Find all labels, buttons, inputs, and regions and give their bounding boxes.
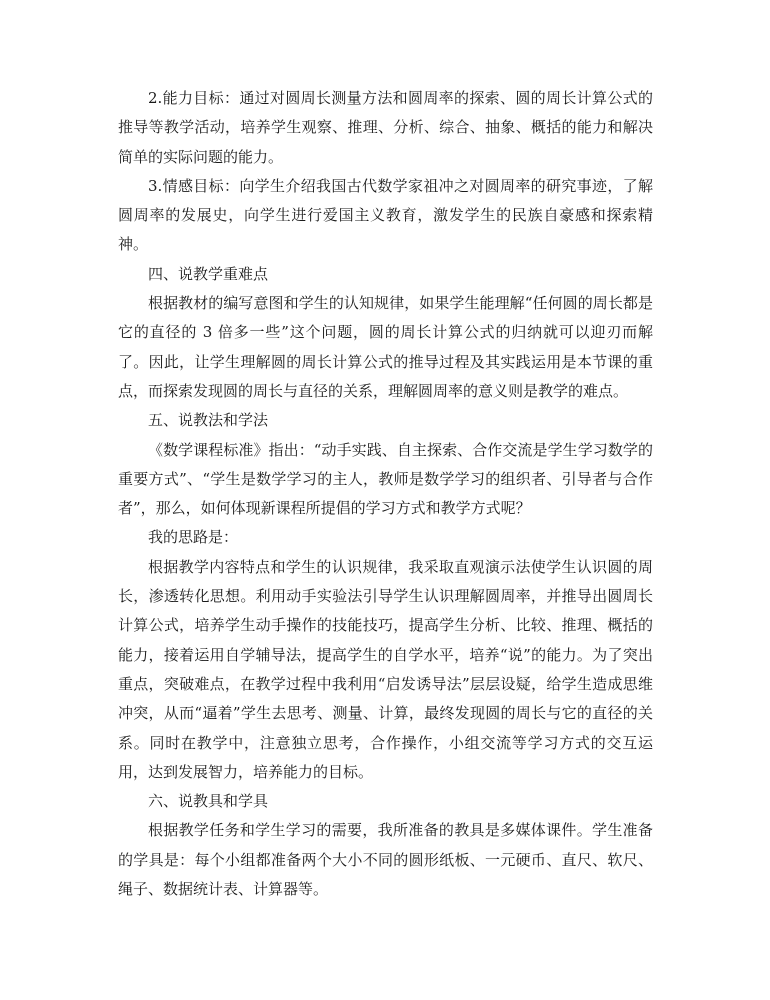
document-body [118,84,653,904]
paragraph-my-approach: 根据教学内容特点和学生的认识规律，我采取直观演示法使学生认识圆的周长，渗透转化思想。利用动手实验法引导学生认识理解圆周率，并推导出圆周长计算公式，培养学生动手操作的技能技巧，提高学生分析、比较、推理、概括的能力，接着运用自学辅导法，提高学生的自学水平，培养“说”的能力。为了突出重点，突破难点，在教学过程中我利用“启发诱导法”层层设疑，给学生造成思维冲突，从而“逼着”学生去思考、测量、计算，最终发现圆的周长与它的直径的关系。同时在教学中，注意独立思考，合作操作，小组交流等学习方式的交互运用，达到发展智力，培养能力的目标。 [118,557,653,781]
paragraph-ability-goal: 2.能力目标：通过对圆周长测量方法和圆周率的探索、圆的周长计算公式的推导等教学活动，培养学生观察、推理、分析、综合、抽象、概括的能力和解决简单的实际问题的能力。 [118,89,653,166]
paragraph-my-approach-intro: 我的思路是： [148,528,239,547]
paragraph-curriculum-standard: 《数学课程标准》指出：“动手实践、自主探索、合作交流是学生学习数学的重要方式”、“学生是数学学习的主人，教师是数学学习的组织者、引导者与合作者”，那么，如何体现新课程所提倡的学习方式和教学方式呢？ [118,440,653,518]
paragraph-teaching-aids: 根据教学任务和学生学习的需要，我所准备的教具是多媒体课件。学生准备的学具是：每个小组都准备两个大小不同的圆形纸板、一元硬币、直尺、软尺、绳子、数据统计表、计算器等。 [118,821,653,899]
paragraph-key-points: 根据教材的编写意图和学生的认知规律，如果学生能理解“任何圆的周长都是它的直径的 3 倍多一些”这个问题，圆的周长计算公式的归纳就可以迎刃而解了。因此，让学生理解圆的周长计算公式的推导过程及其实践运用是本节课的重点，而探索发现圆的周长与直径的关系，理解圆周率的意义则是教学的难点。 [118,294,653,400]
section-heading-teaching-aids: 六、说教具和学具 [148,792,269,811]
section-heading-key-points: 四、说教学重难点 [148,264,269,283]
paragraph-emotion-goal: 3.情感目标：向学生介绍我国古代数学家祖冲之对圆周率的研究事迹，了解圆周率的发展史，向学生进行爱国主义教育，激发学生的民族自豪感和探索精神。 [118,176,653,254]
section-heading-methods: 五、说教法和学法 [148,411,269,430]
